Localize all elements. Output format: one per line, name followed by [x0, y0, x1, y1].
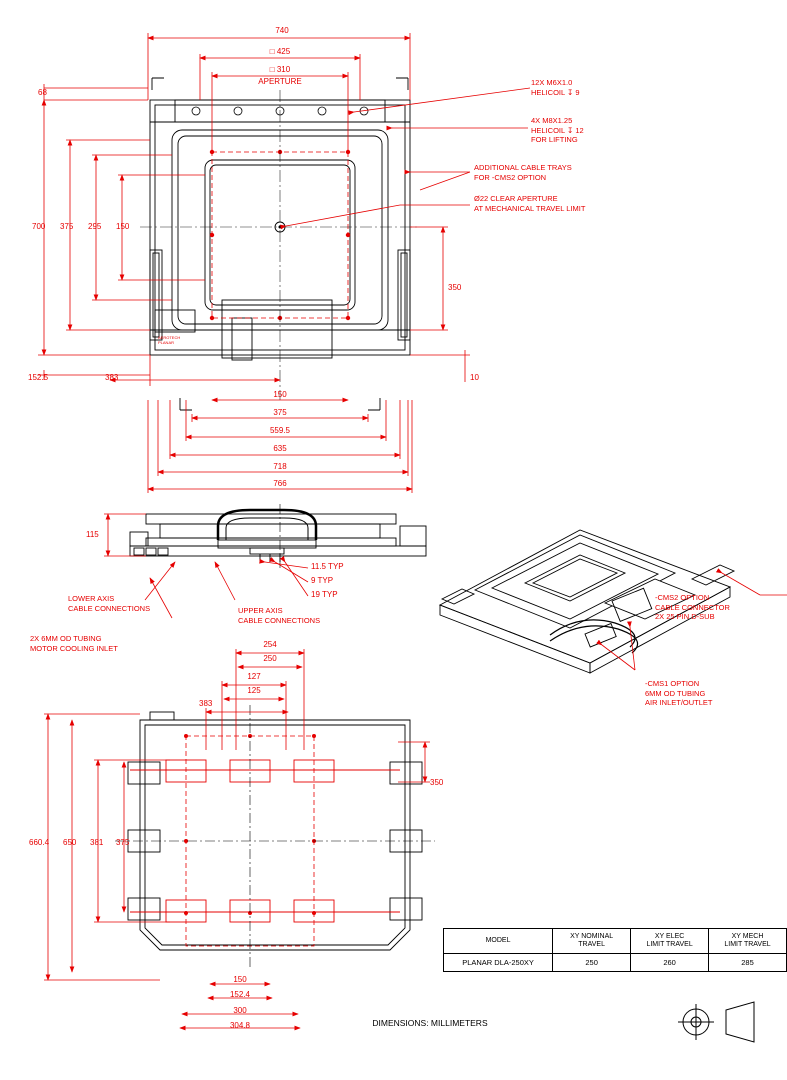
dim-127: 127	[247, 672, 261, 681]
dim-718: 718	[273, 462, 287, 471]
label-aperture: APERTURE	[258, 77, 302, 86]
dim-300: 300	[233, 1006, 247, 1015]
dim-150-bottom-view: 150	[233, 975, 247, 984]
third-angle-projection-symbol	[676, 1000, 762, 1046]
dim-383-bottom: 383	[199, 699, 213, 708]
side-view-dimension-lines	[0, 500, 440, 630]
aerotech-logo: AEROTECH PLANAR	[158, 335, 181, 345]
th-model: MODEL	[444, 929, 553, 954]
dim-425: □ 425	[269, 47, 291, 56]
callout-helicoil-12: 4X M8X1.25 HELICOIL ↧ 12 FOR LIFTING	[531, 116, 584, 144]
dim-150-left: 150	[116, 222, 130, 231]
dim-10: 10	[470, 373, 479, 382]
dim-383: 383	[105, 373, 119, 382]
table-header-row	[444, 929, 787, 954]
cell-model: PLANAR DLA-250XY	[444, 954, 553, 972]
table-row	[444, 954, 787, 972]
dim-375: 375	[60, 222, 74, 231]
th-nominal: XY NOMINAL TRAVEL	[553, 929, 631, 954]
dim-250: 250	[263, 654, 277, 663]
th-mech: XY MECH LIMIT TRAVEL	[709, 929, 787, 954]
th-elec: XY ELEC LIMIT TRAVEL	[631, 929, 709, 954]
callout-motor-cooling: 2X 6MM OD TUBING MOTOR COOLING INLET	[30, 634, 118, 653]
dim-304-8: 304.8	[229, 1021, 251, 1030]
callout-cms1-tubing: -CMS1 OPTION 6MM OD TUBING AIR INLET/OUTLET	[645, 679, 713, 707]
callout-cms2-connector: -CMS2 OPTION CABLE CONNECTOR 2X 25 PIN D-SUB	[655, 593, 730, 621]
dim-19-typ: 19 TYP	[311, 590, 338, 599]
dim-559-5: 559.5	[269, 426, 291, 435]
spec-table	[443, 928, 787, 972]
dim-11-5-typ: 11.5 TYP	[311, 562, 344, 571]
dim-254: 254	[263, 640, 277, 649]
dim-9-typ: 9 TYP	[311, 576, 334, 585]
callout-helicoil-9: 12X M6X1.0 HELICOIL ↧ 9	[531, 78, 580, 97]
dim-766: 766	[273, 479, 287, 488]
dim-375-bottom: 375	[273, 408, 287, 417]
top-view-dimension-lines	[0, 0, 500, 500]
cell-mech: 285	[709, 954, 787, 972]
dim-68: 68	[38, 88, 47, 97]
cell-elec: 260	[631, 954, 709, 972]
dim-650: 650	[63, 838, 77, 847]
dim-740: 740	[275, 26, 289, 35]
callout-cable-trays: ADDITIONAL CABLE TRAYS FOR -CMS2 OPTION	[474, 163, 572, 182]
dim-125: 125	[247, 686, 261, 695]
dim-152-4: 152.4	[229, 990, 251, 999]
dim-350-bottom: 350	[430, 778, 444, 787]
callout-clear-aperture: Ø22 CLEAR APERTURE AT MECHANICAL TRAVEL LIMIT	[474, 194, 586, 213]
dim-660-4: 660.4	[29, 838, 50, 847]
dim-635: 635	[273, 444, 287, 453]
cell-nominal: 250	[553, 954, 631, 972]
callout-lower-axis: LOWER AXIS CABLE CONNECTIONS	[68, 594, 151, 613]
dim-115: 115	[86, 530, 99, 539]
dim-152-5: 152.5	[28, 373, 49, 382]
dim-295: 295	[88, 222, 102, 231]
dim-310: □ 310	[269, 65, 291, 74]
callout-upper-axis: UPPER AXIS CABLE CONNECTIONS	[238, 606, 321, 625]
dim-350-right: 350	[448, 283, 462, 292]
dim-700: 700	[32, 222, 46, 231]
dim-375-bottom-view: 375	[116, 838, 130, 847]
units-note: DIMENSIONS: MILLIMETERS	[372, 1018, 488, 1028]
dim-150-bottom: 150	[273, 390, 287, 399]
dim-381: 381	[90, 838, 104, 847]
